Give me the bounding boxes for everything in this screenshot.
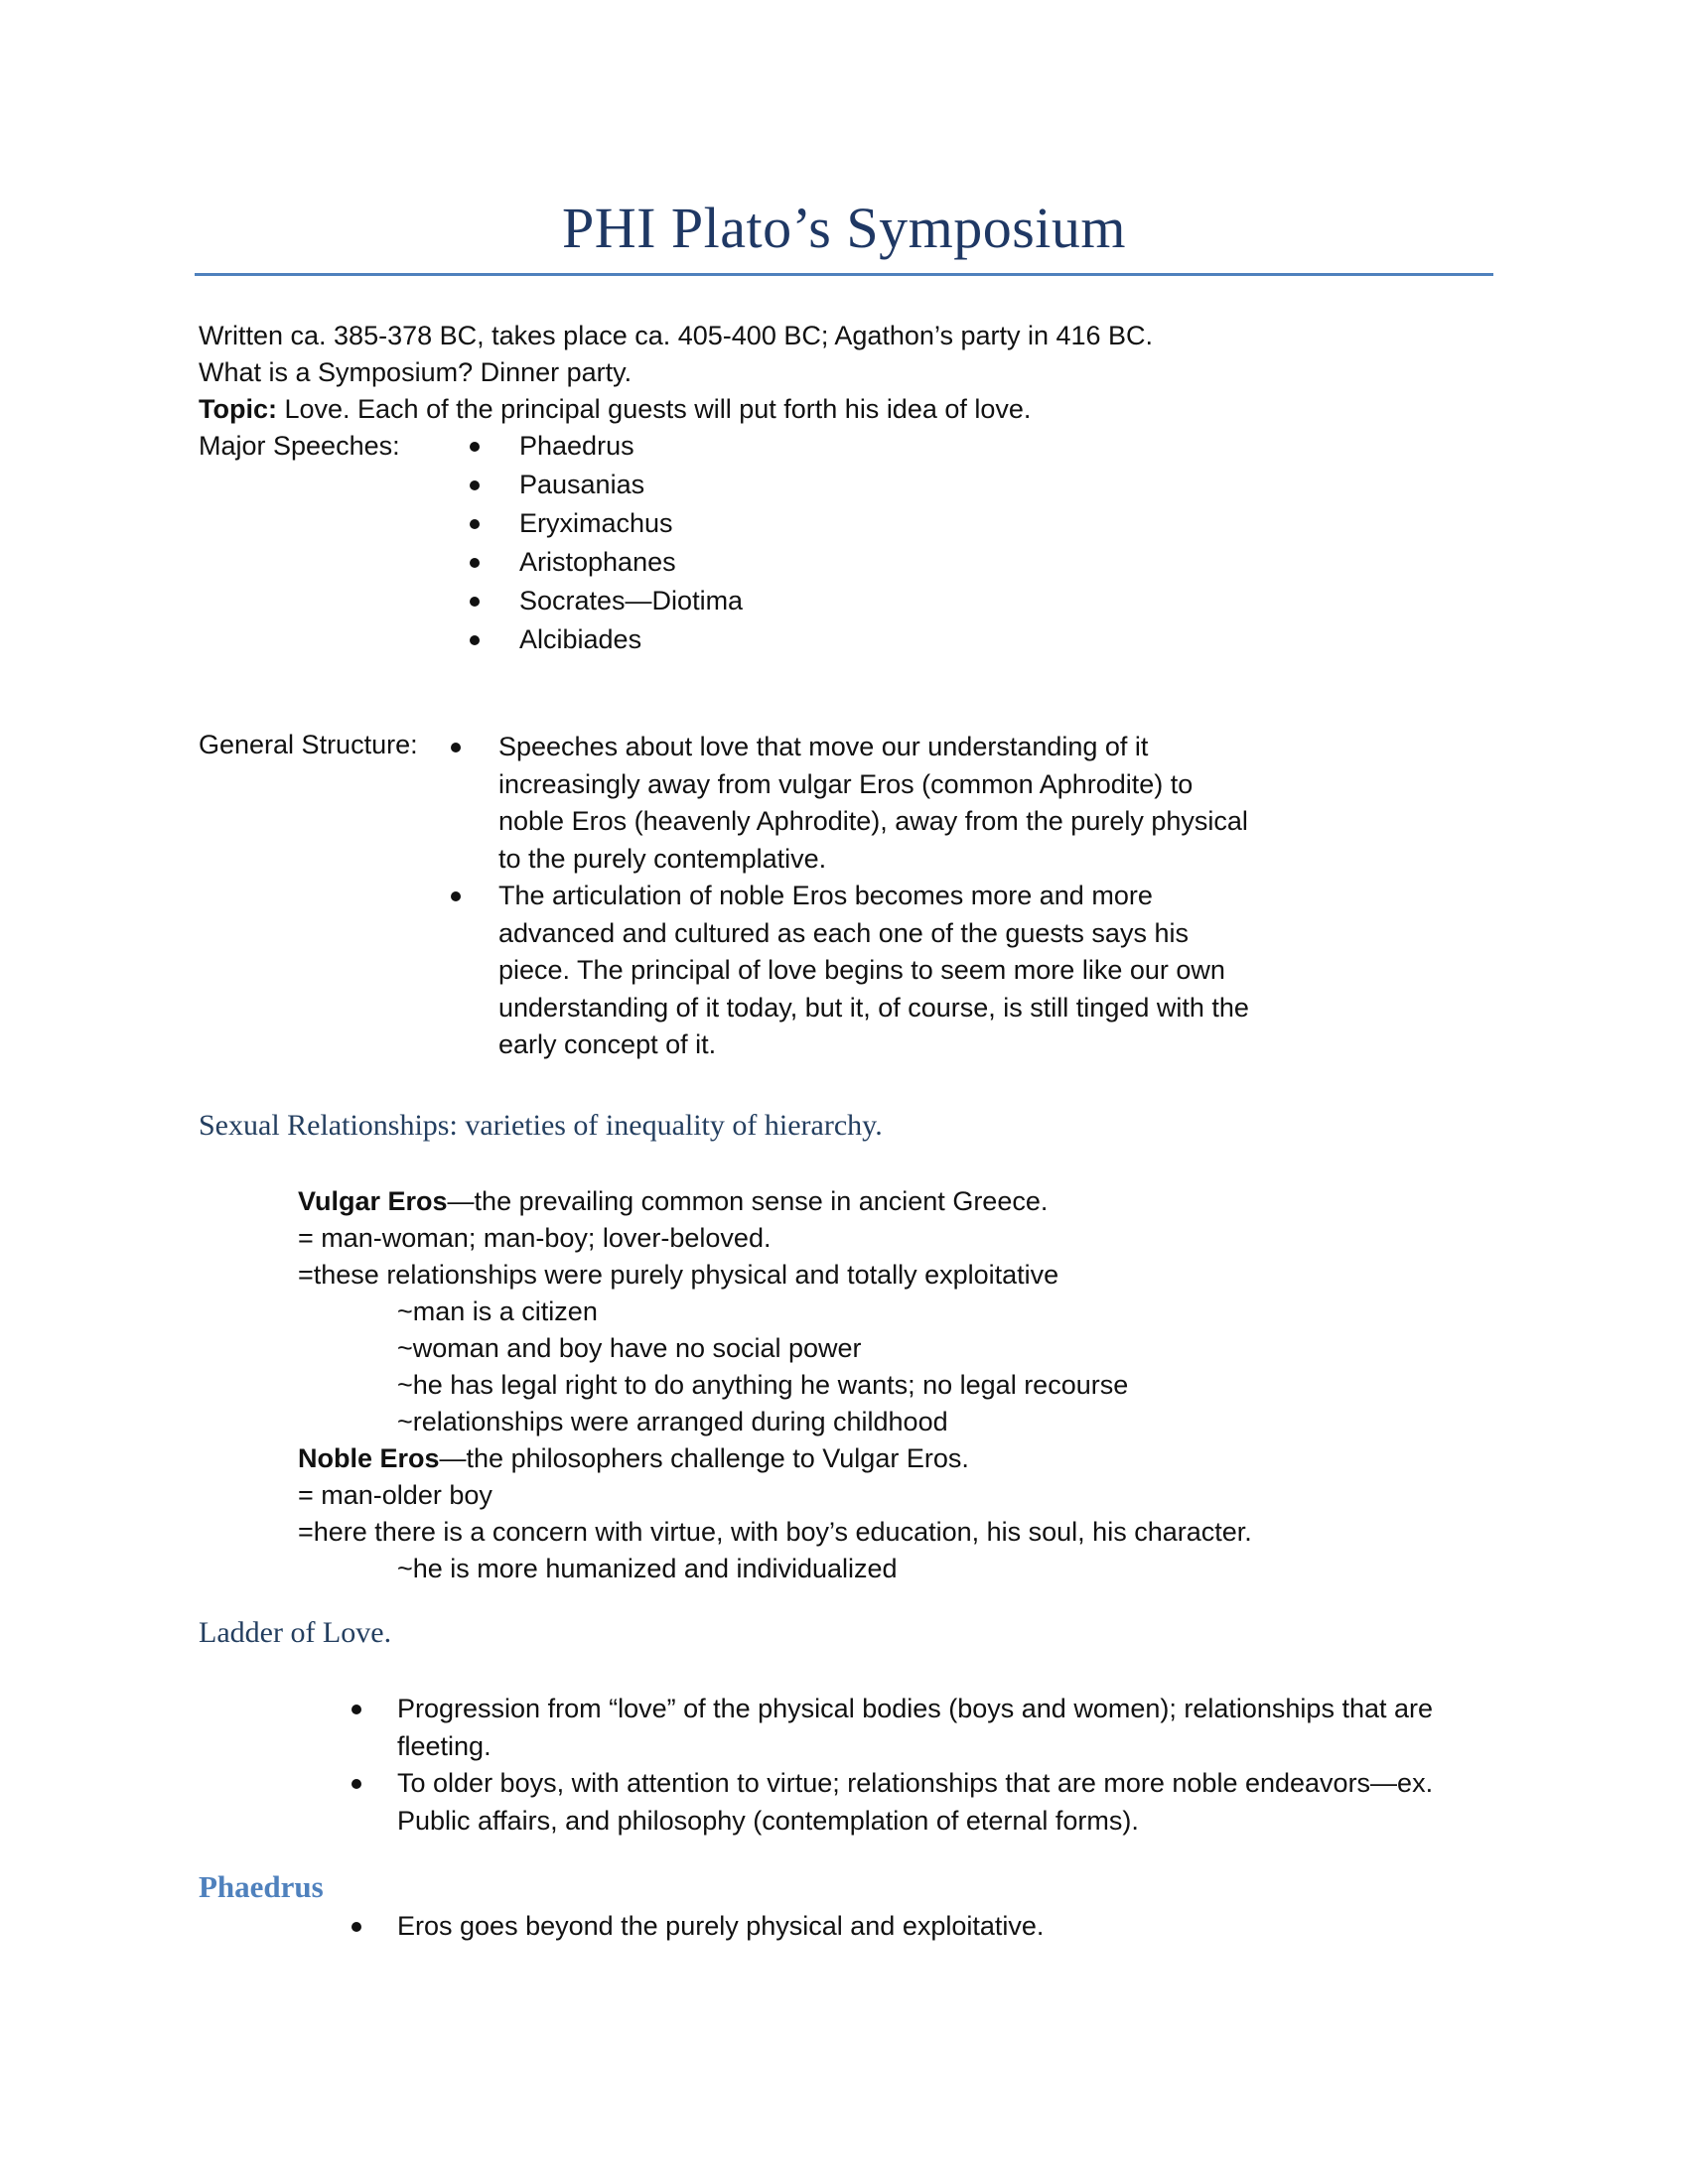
page-title: PHI Plato’s Symposium [561,196,1127,260]
noble-eros-label: Noble Eros [298,1443,440,1473]
bullet-icon [470,442,480,452]
bullet-icon [470,558,480,568]
list-item: To older boys, with attention to virtue; relationships that are more noble endeavors—ex. Public affairs, and philosophy (contemplation of eternal forms). [397,1765,1489,1840]
bullet-icon [470,597,480,607]
section-heading-phaedrus: Phaedrus [199,1869,324,1904]
vulgar-eros-label: Vulgar Eros [298,1186,448,1216]
vulgar-eros-subpoint: ~he has legal right to do anything he wants; no legal recourse [397,1370,1129,1400]
phaedrus-list [397,1908,1489,1946]
intro-line-dates: Written ca. 385-378 BC, takes place ca. 405-400 BC; Agathon’s party in 416 BC. [199,321,1154,350]
intro-topic [199,391,1031,429]
bullet-icon [470,519,480,529]
noble-eros-detail: = man-older boy [298,1480,492,1510]
title-underline [195,273,1493,276]
intro-line-symposium: What is a Symposium? Dinner party. [199,357,633,387]
vulgar-eros-subpoint: ~woman and boy have no social power [397,1333,862,1363]
bullet-icon [352,1705,361,1714]
major-speeches-label: Major Speeches: [199,431,400,461]
bullet-icon [470,480,480,490]
vulgar-eros-subpoint: ~relationships were arranged during childhood [397,1407,948,1436]
list-item: Progression from “love” of the physical bodies (boys and women); relationships that are fleeting. [397,1691,1489,1765]
ladder-of-love-list [397,1691,1489,1840]
bullet-icon [352,1779,361,1789]
vulgar-eros-subpoint: ~man is a citizen [397,1297,598,1326]
vulgar-eros-detail: =these relationships were purely physical and totally exploitative [298,1260,1059,1290]
list-item: The articulation of noble Eros becomes more and more advanced and cultured as each one of the guests says his piece. The principal of love begins to seem more like our own understanding of it today, but it, of course, is still tinged with the early concept of it. [498,878,1263,1064]
general-structure-list [498,729,1263,1064]
noble-eros-detail: =here there is a concern with virtue, with boy’s education, his soul, his character. [298,1517,1252,1547]
section-heading-ladder-of-love: Ladder of Love. [199,1616,392,1649]
noble-eros-line: Noble Eros—the philosophers challenge to Vulgar Eros. [298,1443,969,1473]
bullet-icon [470,635,480,645]
vulgar-eros-detail: = man-woman; man-boy; lover-beloved. [298,1223,772,1253]
list-item: Speeches about love that move our understanding of it increasingly away from vulgar Eros (common Aphrodite) to noble Eros (heavenly Aphrodite), away from the purely physical to the purely contemplative. [498,729,1263,878]
document-page: PHI Plato’s Symposium Written ca. 385-378 BC, takes place ca. 405-400 BC; Agathon’s party in 416 BC. What is a Symposium? Dinner party. Topic: Love. Each of the principal guests will put forth his idea of love. Major Speeches: Phaedrus Pausanias Eryximachus Aristophanes Socrates—Diotima Alcibiades General Structure: Speeches about love that move our understanding of it increasingly away from vulgar Eros (common Aphrodite) to noble Eros (heavenly Aphrodite), away from the purely physical to the purely contemplative. The articulation of noble Eros becomes more and more advanced and cultured as each one of the guests says his piece. The principal of love begins to seem more like our own understanding of it today, but it, of course, is still tinged with the early concept of it. Sexual Relationships: varieties of inequality of hierarchy. Vulgar Eros—the prevailing common sense in ancient Greece. = man-woman; man-boy; lover-beloved. =these relationships were purely physical and totally exploitative ~man is a citizen ~woman and boy have no social power ~he has legal right to do anything he wants; no legal recourse ~relationships were arranged during childhood Noble Eros—the philosophers challenge to Vulgar Eros. = man-older boy =here there is a concern with virtue, with boy’s education, his soul, his character. ~he is more humanized and individualized Ladder of Love. Progression from “love” of the physical bodies (boys and women); relationships that are fleeting. To older boys, with attention to virtue; relationships that are more noble endeavors—ex. Public affairs, and philosophy (contemplation of eternal forms). Phaedrus Eros goes beyond the purely physical and exploitative. [0,0,1688,2184]
noble-eros-subpoint: ~he is more humanized and individualized [397,1554,898,1583]
topic-text: Love. Each of the principal guests will put forth his idea of love. [276,394,1032,424]
bullet-icon [451,891,461,901]
topic-label: Topic: [199,394,277,424]
list-item: Eros goes beyond the purely physical and exploitative. [397,1908,1489,1946]
section-heading-sexual-relationships: Sexual Relationships: varieties of inequality of hierarchy. [199,1109,883,1142]
bullet-icon [451,743,461,752]
vulgar-eros-line: Vulgar Eros—the prevailing common sense in ancient Greece. [298,1186,1049,1216]
general-structure-label: General Structure: [199,730,418,759]
bullet-icon [352,1922,361,1932]
